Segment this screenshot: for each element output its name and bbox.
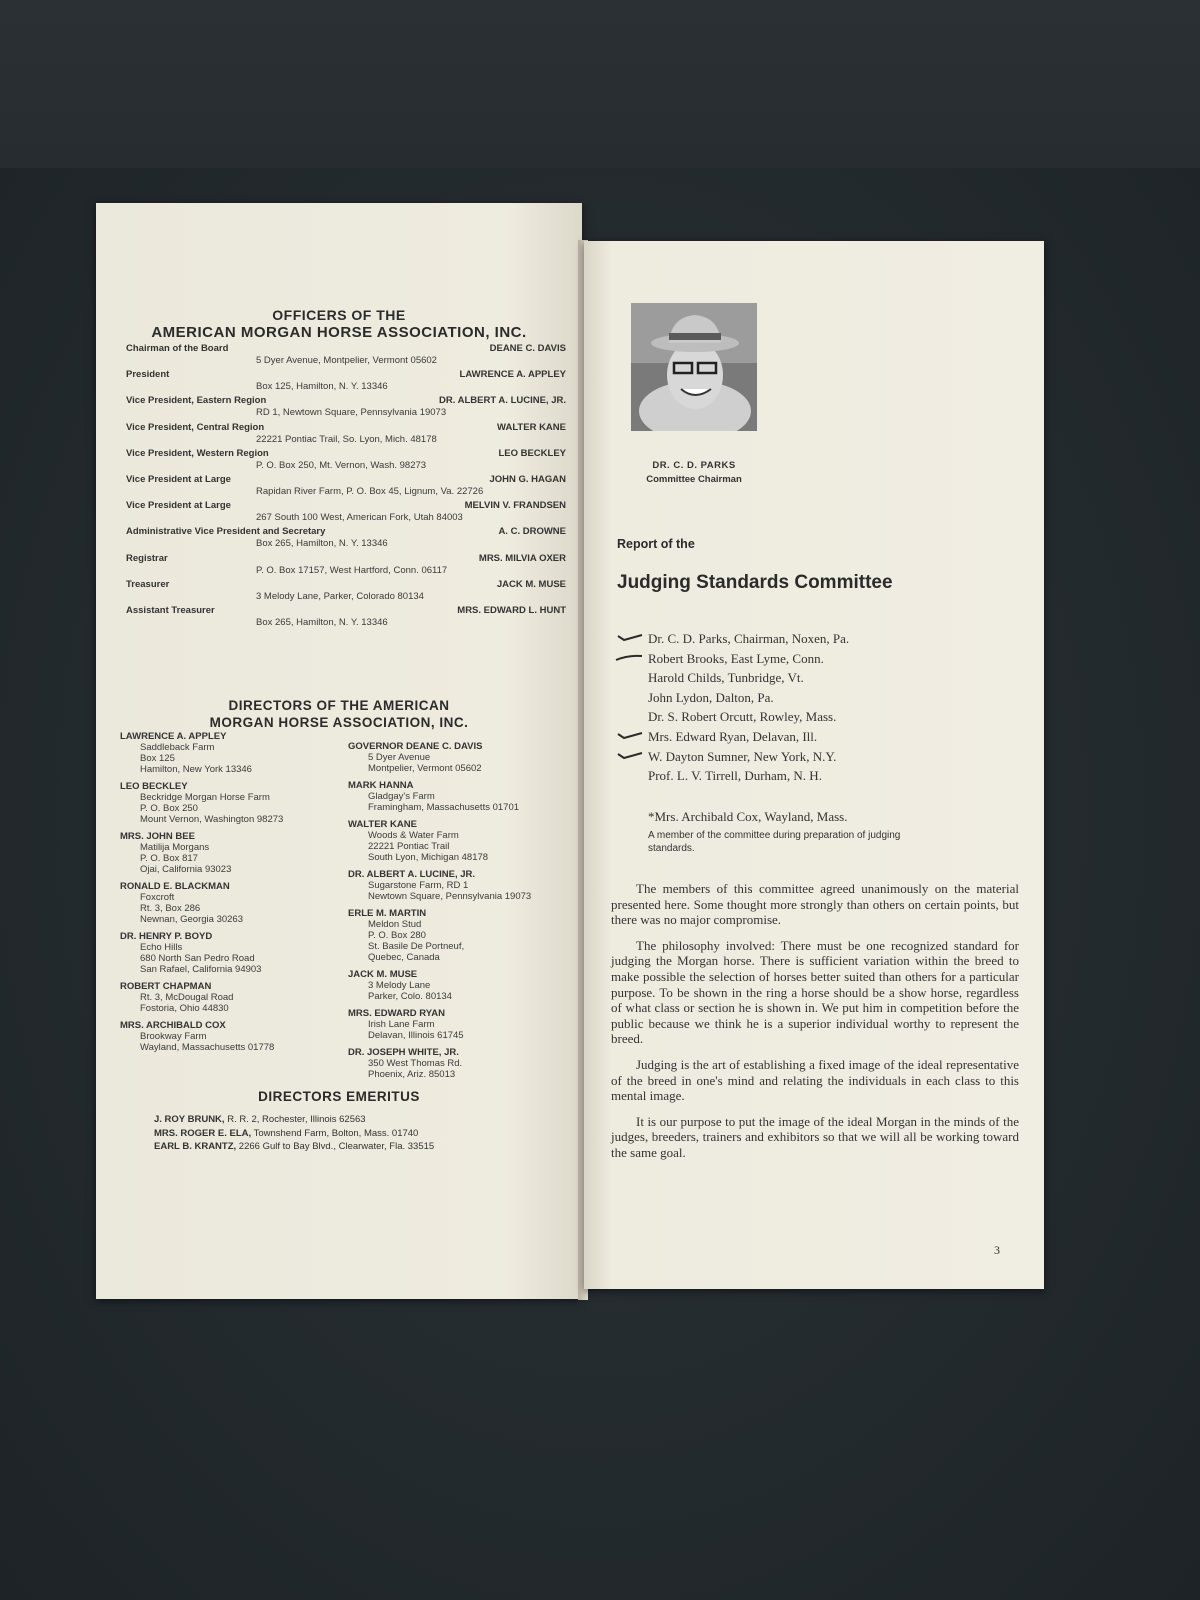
director-address-line: Newnan, Georgia 30263 <box>140 914 243 925</box>
report-title: Judging Standards Committee <box>617 572 893 593</box>
emeritus-name: EARL B. KRANTZ, <box>154 1141 237 1152</box>
director-address-line: Beckridge Morgan Horse Farm <box>140 792 270 803</box>
director-address-line: Newtown Square, Pennsylvania 19073 <box>368 891 532 902</box>
director-entry <box>120 881 340 925</box>
officer-address: 267 South 100 West, American Fork, Utah 84003 <box>256 512 463 524</box>
director-entry <box>348 780 568 813</box>
officer-address: 3 Melody Lane, Parker, Colorado 80134 <box>256 590 424 602</box>
officer-address: 5 Dyer Avenue, Montpelier, Vermont 05602 <box>256 355 437 366</box>
director-address-line: Framingham, Massachusetts 01701 <box>368 802 520 813</box>
emeritus-address: Townshend Farm, Bolton, Mass. 01740 <box>253 1127 419 1139</box>
director-address-line: Rt. 3, Box 286 <box>140 903 201 914</box>
officer-role: Assistant Treasurer <box>126 604 215 616</box>
pen-mark-icon <box>614 653 644 663</box>
page-number: 3 <box>994 1243 1000 1257</box>
officer-name: JOHN G. HAGAN <box>489 473 566 485</box>
director-name: MRS. JOHN BEE <box>120 831 195 842</box>
committee-member: Prof. L. V. Tirrell, Durham, N. H. <box>648 768 822 784</box>
officer-role: Vice President, Central Region <box>126 421 265 433</box>
officer-row <box>126 526 566 552</box>
director-address-line: 3 Melody Lane <box>368 980 431 991</box>
committee-member: Harold Childs, Tunbridge, Vt. <box>648 670 804 686</box>
director-entry <box>120 981 340 1014</box>
director-address-line: Saddleback Farm <box>140 742 215 753</box>
officers-title-line1: OFFICERS OF THE <box>272 307 406 323</box>
director-address-line: 5 Dyer Avenue <box>368 752 431 763</box>
pen-mark-icon <box>614 633 644 643</box>
report-paragraph: Judging is the art of establishing a fixed image of the ideal representative of the breed in one's mind and relating the individuals in each class to this mental image. <box>611 1056 1019 1104</box>
officer-name: DEANE C. DAVIS <box>489 343 566 354</box>
director-address-line: Echo Hills <box>140 942 183 953</box>
officer-row <box>126 448 566 474</box>
director-address-line: Montpelier, Vermont 05602 <box>368 763 482 774</box>
officer-address: Box 265, Hamilton, N. Y. 13346 <box>256 616 388 628</box>
director-entry <box>120 931 340 975</box>
photo-caption-name: DR. C. D. PARKS <box>652 460 736 471</box>
director-address-line: 680 North San Pedro Road <box>140 953 255 964</box>
officer-row <box>126 605 566 631</box>
officer-role: Vice President at Large <box>126 500 231 512</box>
director-address-line: Mount Vernon, Washington 98273 <box>140 814 284 825</box>
director-name: MRS. EDWARD RYAN <box>348 1008 445 1019</box>
director-address-line: P. O. Box 280 <box>368 930 426 941</box>
report-subheading: Report of the <box>617 537 695 551</box>
officer-role: Vice President, Western Region <box>126 447 269 459</box>
officer-row <box>126 343 566 369</box>
officer-address: Rapidan River Farm, P. O. Box 45, Lignum, Va. 22726 <box>256 485 484 497</box>
director-address-line: St. Basile De Portneuf, <box>368 941 465 952</box>
director-address-line: Wayland, Massachusetts 01778 <box>140 1042 275 1053</box>
director-entry <box>348 969 568 1002</box>
officers-title-line2: AMERICAN MORGAN HORSE ASSOCIATION, INC. <box>151 324 527 341</box>
officer-name: MELVIN V. FRANDSEN <box>464 500 566 512</box>
directors-title-line2: MORGAN HORSE ASSOCIATION, INC. <box>209 715 469 730</box>
officer-address: P. O. Box 250, Mt. Vernon, Wash. 98273 <box>256 459 427 471</box>
director-entry <box>120 1020 340 1053</box>
director-name: MARK HANNA <box>348 780 414 791</box>
officer-role: Administrative Vice President and Secretary <box>126 526 326 538</box>
emeritus-entry <box>154 1140 574 1154</box>
director-address-line: Irish Lane Farm <box>368 1019 435 1030</box>
officer-role: President <box>126 369 170 381</box>
officer-address: Box 125, Hamilton, N. Y. 13346 <box>256 381 388 393</box>
director-name: JACK M. MUSE <box>348 969 418 980</box>
officer-name: LEO BECKLEY <box>498 447 566 459</box>
cox-note: A member of the committee during preparation of judging standards. <box>648 830 901 854</box>
directors-column-right <box>348 741 568 1086</box>
director-address-line: Ojai, California 93023 <box>140 864 232 875</box>
director-address-line: 22221 Pontiac Trail <box>368 841 450 852</box>
director-entry <box>348 741 568 774</box>
committee-members <box>648 629 1008 786</box>
director-address-line: P. O. Box 817 <box>140 853 198 864</box>
director-address-line: Rt. 3, McDougal Road <box>140 992 234 1003</box>
committee-member: John Lydon, Dalton, Pa. <box>648 689 774 705</box>
committee-member: Robert Brooks, East Lyme, Conn. <box>648 649 1008 669</box>
director-address-line: Sugarstone Farm, RD 1 <box>368 880 469 891</box>
cox-line: *Mrs. Archibald Cox, Wayland, Mass. <box>648 809 848 824</box>
officer-row <box>126 474 566 500</box>
report-body <box>611 881 1019 1171</box>
officer-address: RD 1, Newtown Square, Pennsylvania 19073 <box>256 407 447 419</box>
chairman-photo <box>631 303 757 431</box>
director-name: MRS. ARCHIBALD COX <box>120 1020 226 1031</box>
director-address-line: Box 125 <box>140 753 175 764</box>
emeritus-list <box>154 1113 574 1154</box>
backdrop <box>0 0 1200 175</box>
director-address-line: Gladgay's Farm <box>368 791 435 802</box>
emeritus-entry <box>154 1127 574 1141</box>
director-address-line: Foxcroft <box>140 892 175 903</box>
right-page <box>584 241 1044 1289</box>
director-address-line: Woods & Water Farm <box>368 830 459 841</box>
pen-mark-icon <box>614 731 644 741</box>
director-name: DR. ALBERT A. LUCINE, JR. <box>348 869 476 880</box>
director-name: GOVERNOR DEANE C. DAVIS <box>348 741 483 752</box>
officer-name: A. C. DROWNE <box>498 526 566 538</box>
officer-row <box>126 553 566 579</box>
director-address-line: P. O. Box 250 <box>140 803 198 814</box>
director-entry <box>348 869 568 902</box>
officer-row <box>126 500 566 526</box>
director-entry <box>348 1047 568 1080</box>
officer-row <box>126 579 566 605</box>
director-entry <box>120 731 340 775</box>
director-name: DR. JOSEPH WHITE, JR. <box>348 1047 459 1058</box>
director-address-line: South Lyon, Michigan 48178 <box>368 852 489 863</box>
director-name: ROBERT CHAPMAN <box>120 981 212 992</box>
director-address-line: Delavan, Illinois 61745 <box>368 1030 464 1041</box>
committee-member: Mrs. Edward Ryan, Delavan, Ill. <box>648 727 1008 747</box>
emeritus-address: R. R. 2, Rochester, Illinois 62563 <box>227 1114 366 1125</box>
director-address-line: Meldon Stud <box>368 919 422 930</box>
officer-role: Treasurer <box>126 578 170 590</box>
director-name: LAWRENCE A. APPLEY <box>120 731 227 742</box>
officers-title <box>96 307 582 341</box>
officer-address: 22221 Pontiac Trail, So. Lyon, Mich. 48178 <box>256 433 437 445</box>
report-paragraph: The members of this committee agreed unanimously on the material presented here. Some thought more strongly than others on certain points, but there was no major compromise. <box>611 881 1019 928</box>
officer-row <box>126 369 566 395</box>
officer-name: MRS. MILVIA OXER <box>478 552 566 564</box>
officer-name: WALTER KANE <box>497 421 566 433</box>
director-address-line: Matilija Morgans <box>140 842 210 853</box>
report-paragraph: It is our purpose to put the image of the ideal Morgan in the minds of the judges, breeders, trainers and exhibitors so that we will all be working toward the same goal. <box>611 1113 1019 1160</box>
emeritus-name: MRS. ROGER E. ELA, <box>154 1127 252 1139</box>
director-address-line: San Rafael, California 94903 <box>140 964 262 975</box>
director-entry <box>348 1008 568 1041</box>
officer-name: LAWRENCE A. APPLEY <box>459 369 566 381</box>
officer-row <box>126 395 566 421</box>
officer-role: Vice President, Eastern Region <box>126 395 267 407</box>
officer-row <box>126 422 566 448</box>
director-address-line: Brookway Farm <box>140 1031 207 1042</box>
director-address-line: Parker, Colo. 80134 <box>368 991 452 1002</box>
director-entry <box>120 781 340 825</box>
directors-column-left <box>120 731 340 1059</box>
committee-member: Dr. C. D. Parks, Chairman, Noxen, Pa. <box>648 629 1008 649</box>
director-address-line: 350 West Thomas Rd. <box>368 1058 463 1069</box>
officer-list <box>126 343 566 631</box>
director-name: RONALD E. BLACKMAN <box>120 881 230 892</box>
director-address-line: Fostoria, Ohio 44830 <box>140 1003 229 1014</box>
director-address-line: Phoenix, Ariz. 85013 <box>368 1069 456 1080</box>
emeritus-title: DIRECTORS EMERITUS <box>258 1089 420 1104</box>
officer-name: DR. ALBERT A. LUCINE, JR. <box>438 395 566 407</box>
officer-role: Registrar <box>126 552 168 564</box>
director-address-line: Hamilton, New York 13346 <box>140 764 252 775</box>
director-address-line: Quebec, Canada <box>368 952 440 963</box>
directors-title-line1: DIRECTORS OF THE AMERICAN <box>228 698 450 713</box>
director-entry <box>348 908 568 963</box>
committee-member: Dr. S. Robert Orcutt, Rowley, Mass. <box>648 709 837 725</box>
committee-member: W. Dayton Sumner, New York, N.Y. <box>648 747 1008 767</box>
director-name: ERLE M. MARTIN <box>348 908 427 919</box>
officer-role: Vice President at Large <box>126 473 231 485</box>
director-entry <box>348 819 568 863</box>
officer-name: JACK M. MUSE <box>496 578 566 590</box>
officer-role: Chairman of the Board <box>126 343 229 354</box>
pen-mark-icon <box>614 751 644 761</box>
directors-title <box>96 697 582 731</box>
director-name: WALTER KANE <box>348 819 417 830</box>
emeritus-entry <box>154 1113 574 1127</box>
director-entry <box>120 831 340 875</box>
emeritus-address: 2266 Gulf to Bay Blvd., Clearwater, Fla. 33515 <box>238 1141 435 1152</box>
officer-name: MRS. EDWARD L. HUNT <box>457 604 566 616</box>
officer-address: Box 265, Hamilton, N. Y. 13346 <box>256 538 388 550</box>
photo-caption-role: Committee Chairman <box>646 474 742 485</box>
officer-address: P. O. Box 17157, West Hartford, Conn. 06117 <box>256 564 448 576</box>
director-name: LEO BECKLEY <box>120 781 188 792</box>
left-page <box>96 203 582 1299</box>
report-paragraph: The philosophy involved: There must be one recognized standard for judging the Morgan horse. There is sufficient variation within the breed to make possible the selection of horses better suited than others for a particular purpose. To be shown in the ring a horse should be a show horse, regardless of what class or section he is shown in. We put him in competition before the public because we think he is a superior individual worthy to represent the breed. <box>611 937 1019 1047</box>
emeritus-name: J. ROY BRUNK, <box>154 1114 225 1125</box>
director-name: DR. HENRY P. BOYD <box>120 931 213 942</box>
